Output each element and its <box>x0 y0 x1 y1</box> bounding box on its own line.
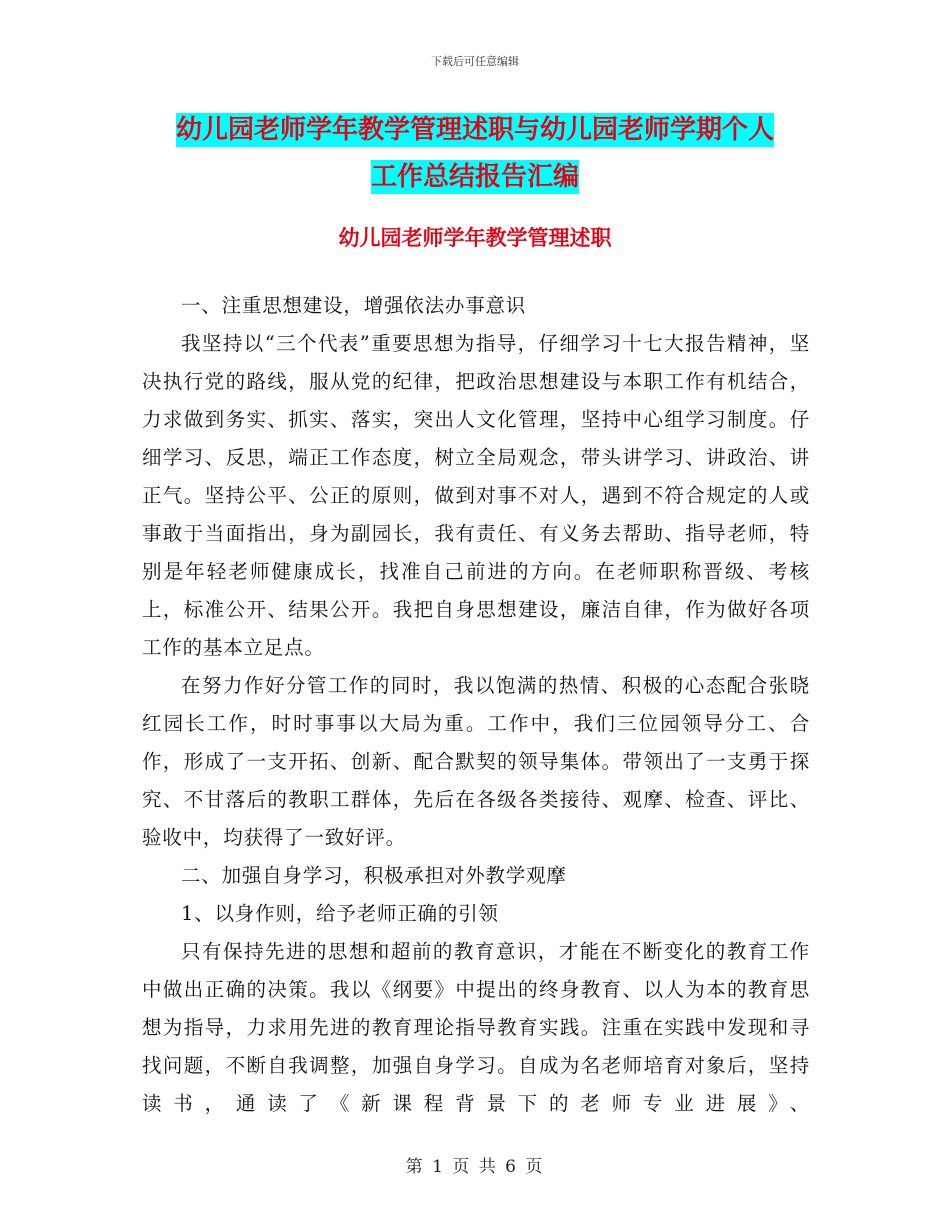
document-body <box>142 287 810 1123</box>
document-title-line-1: 幼儿园老师学年教学管理述职与幼儿园老师学期个人 <box>175 115 774 145</box>
section-title: 幼儿园老师学年教学管理述职 <box>338 226 612 250</box>
page-footer: 第 1 页 共 6 页 <box>405 1157 545 1177</box>
paragraph-3: 只有保持先进的思想和超前的教育意识，才能在不断变化的教育工作中做出正确的决策。我以《纲要》中提出的终身教育、以人为本的教育思想为指导，力求用先进的教育理论指导教育实践。注重在实践中发现和寻找问题，不断自我调整，加强自身学习。自成为名老师培育对象后，坚持读书，通读了《新课程背景下的老师专业进展》、 <box>142 940 810 1115</box>
document-title <box>140 107 810 201</box>
paragraph-1: 我坚持以“三个代表”重要思想为指导，仔细学习十七大报告精神，坚决执行党的路线，服从党的纪律，把政治思想建设与本职工作有机结合，力求做到务实、抓实、落实，突出人文化管理，坚持中心组学习制度。仔细学习、反思，端正工作态度，树立全局观念，带头讲学习、讲政治、讲正气。坚持公平、公正的原则，做到对事不对人，遇到不符合规定的人或事敢于当面指出，身为副园长，我有责任、有义务去帮助、指导老师，特别是年轻老师健康成长，找准自己前进的方向。在老师职称晋级、考核上，标准公开、结果公开。我把自身思想建设，廉洁自律，作为做好各项工作的基本立足点。 <box>142 332 810 659</box>
heading-2: 二、加强自身学习，积极承担对外教学观摩 <box>181 864 567 887</box>
heading-1: 一、注重思想建设，增强依法办事意识 <box>181 294 527 317</box>
document-title-line-2: 工作总结报告汇编 <box>370 162 579 192</box>
subheading-1: 1、以身作则，给予老师正确的引领 <box>181 902 499 925</box>
paragraph-2: 在努力作好分管工作的同时，我以饱满的热情、积极的心态配合张晓红园长工作，时时事事以大局为重。工作中，我们三位园领导分工、合作，形成了一支开拓、创新、配合默契的领导集体。带领出了一支勇于探究、不甘落后的教职工群体，先后在各级各类接待、观摩、检查、评比、验收中，均获得了一致好评。 <box>142 674 810 849</box>
header-note: 下载后可任意编辑 <box>431 55 519 68</box>
